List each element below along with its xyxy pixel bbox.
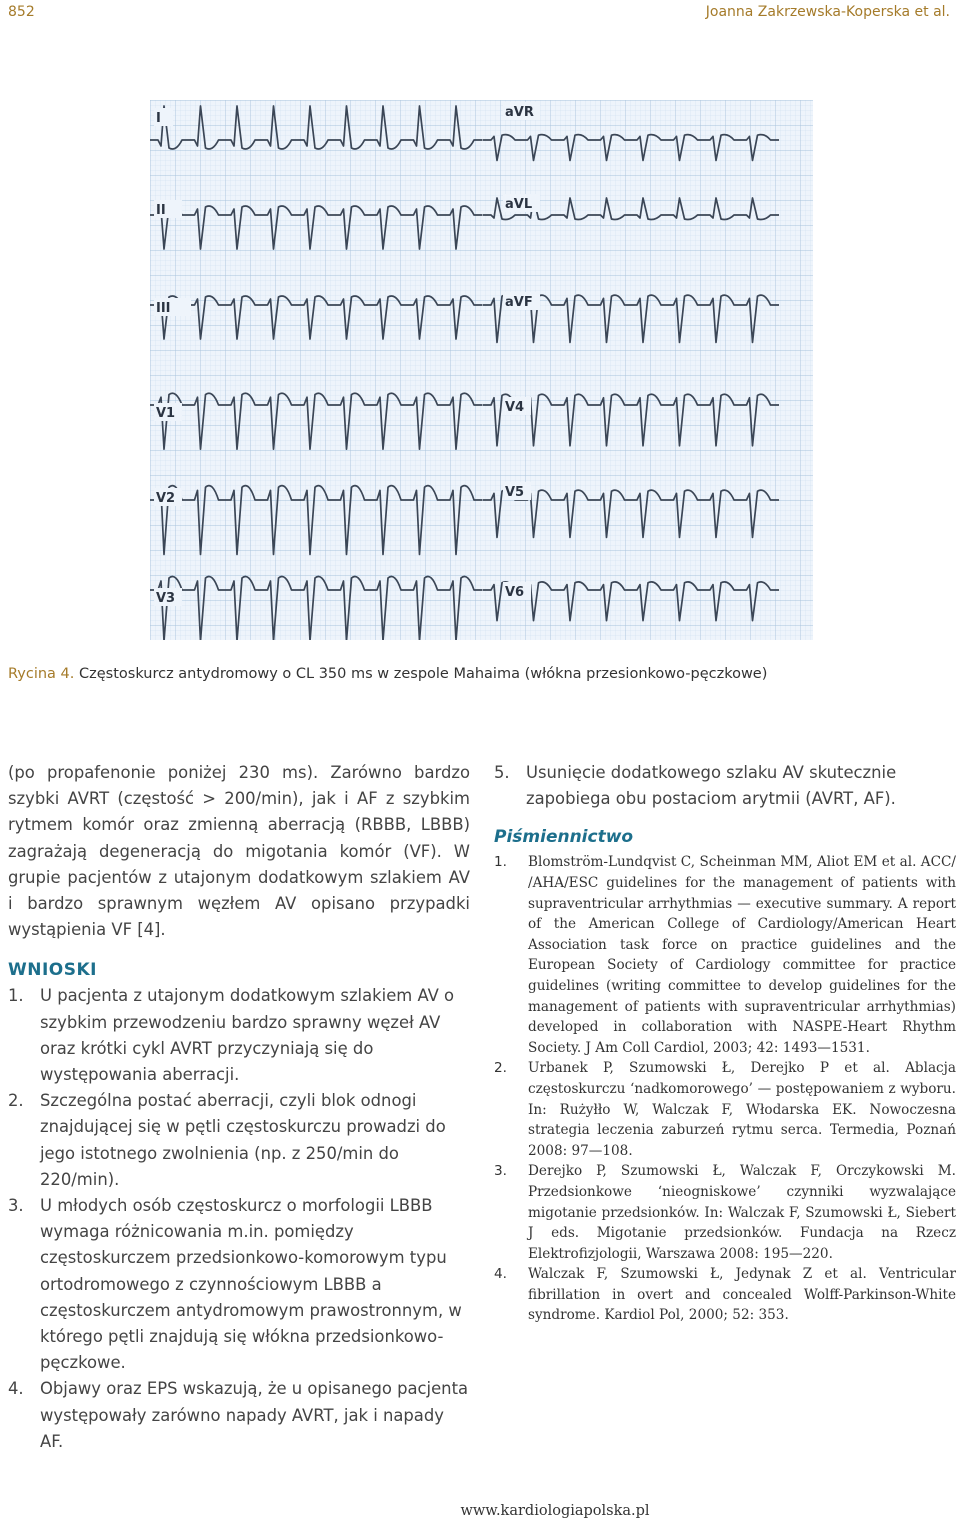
lead-label-iii: III	[156, 301, 171, 316]
list-item: 5. Usunięcie dodatkowego szlaku AV skutecznie zapobiega obu postaciom arytmii (AVRT, AF).	[494, 763, 897, 809]
running-authors: Joanna Zakrzewska-Koperska et al.	[705, 4, 950, 20]
lead-label-avr: aVR	[505, 105, 534, 120]
journal-url: www.kardiologiapolska.pl	[460, 1503, 650, 1519]
lead-label-i: I	[156, 111, 161, 126]
list-item: 1. U pacjenta z utajonym dodatkowym szlakiem AV o szybkim przewodzeniu bardzo sprawny węzeł AV oraz krótki cykl AVRT przyczyniają się do występowania aberracji.	[8, 986, 455, 1085]
figure-caption-text: Częstoskurcz antydromowy o CL 350 ms w zespole Mahaima (włókna przesionkowo-pęczkowe)	[79, 666, 768, 682]
list-item: 3. U młodych osób częstoskurcz o morfologii LBBB wymaga różnicowania m.in. pomiędzy częstoskurczem przedsionkowo-komorowym typu ortodromowego z czynnościowym LBBB a częstoskurczem antydromowym prawostronnym, w którego pętli znajdują się włókna przedsionkowo-pęczkowe.	[8, 1196, 462, 1373]
references-list	[494, 852, 956, 1326]
reference-item: 1. Blomström-Lundqvist C, Scheinman MM, Aliot EM et al. ACC/ /AHA/ESC guidelines for the management of patients with supraventricular arrhythmias — executive summary. A report of the American College of Cardiology/American Heart Association task force on practice guidelines and the European Society of Cardiology committee for practice guidelines (writing committee to develop guidelines for the management of patients with supraventricular arrhythmias) developed in collaboration with NASPE-Heart Rhythm Society. J Am Coll Cardiol, 2003; 42: 1493—1531.	[494, 854, 956, 1056]
conclusions-list-continued	[494, 760, 956, 812]
lead-label-v5: V5	[505, 485, 525, 500]
lead-label-v1: V1	[156, 406, 176, 421]
figure-caption-label: Rycina 4.	[8, 666, 75, 682]
section-heading-wnioski: WNIOSKI	[8, 960, 97, 981]
body-paragraph: (po propafenonie poniżej 230 ms). Zarówno bardzo szybki AVRT (częstość > 200/min), jak i AF z szybkim rytmem komór oraz zmienną aberracją (RBBB, LBBB) zagrażają degeneracją do migotania komór (VF). W grupie pacjentów z utajonym dodatkowym szlakiem AV i bardzo sprawnym węzłem AV opisano przypadki wystąpienia VF [4].	[8, 763, 470, 940]
left-column	[8, 760, 470, 1455]
lead-label-v2: V2	[156, 491, 176, 506]
list-item: 4. Objawy oraz EPS wskazują, że u opisanego pacjenta występowały zarówno napady AVRT, jak i napady AF.	[8, 1379, 469, 1451]
list-item: 2. Szczególna postać aberracji, czyli blok odnogi znajdującej się w pętli częstoskurczu prowadzi do jego istotnego zwolnienia (np. z 250/min do 220/min).	[8, 1091, 446, 1189]
page-footer	[0, 1503, 960, 1519]
lead-label-avf: aVF	[505, 295, 533, 310]
lead-label-ii: II	[156, 203, 166, 218]
reference-item: 4. Walczak F, Szumowski Ł, Jedynak Z et al. Ventricular fibrillation in overt and concealed Wolff-Parkinson-White syndrome. Kardiol Pol, 2000; 52: 353.	[494, 1266, 956, 1324]
lead-label-v6: V6	[505, 585, 525, 600]
ecg-figure	[150, 100, 813, 640]
conclusions-list	[8, 983, 470, 1455]
lead-label-avl: aVL	[505, 197, 533, 212]
references-heading: Piśmiennictwo	[494, 827, 634, 848]
lead-label-v3: V3	[156, 591, 176, 606]
page-header	[0, 0, 960, 40]
lead-label-v4: V4	[505, 400, 525, 415]
figure-caption	[8, 666, 767, 682]
page-number: 852	[8, 4, 35, 20]
reference-item: 2. Urbanek P, Szumowski Ł, Derejko P et al. Ablacja częstoskurczu ‘nadkomorowego’ — postępowaniem z wyboru. In: Rużyłło W, Walczak F, Włodarska EK. Nowoczesna strategia leczenia zaburzeń rytmu serca. Termedia, Poznań 2008: 97—108.	[494, 1060, 956, 1159]
right-column	[494, 760, 956, 1326]
reference-item: 3. Derejko P, Szumowski Ł, Walczak F, Orczykowski M. Przedsionkowe ‘nieogniskowe’ czynniki wyzwalające migotanie przedsionków. In: Walczak F, Szumowski Ł, Siebert J eds. Migotanie przedsionków. Fundacja na Rzecz Elektrofizjologii, Warszawa 2008: 195—220.	[494, 1163, 956, 1262]
